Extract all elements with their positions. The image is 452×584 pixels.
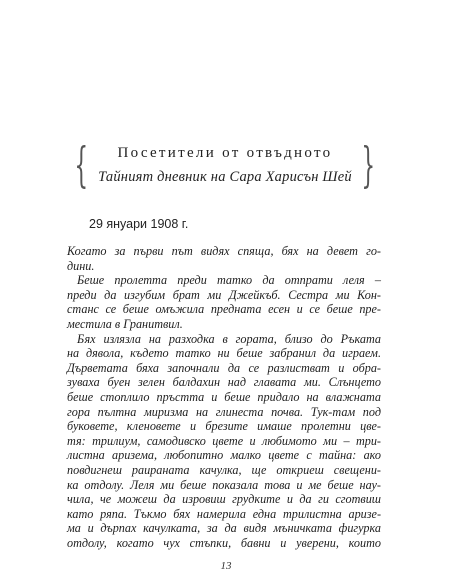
body-line: на дявола, където татко ни беше забранил да играем. [67, 346, 381, 361]
body-line: повдигнеш раираната качулка, ще откриеш свещени- [67, 462, 381, 477]
body-line: Когато за първи път видях спяща, бях на девет го- [67, 244, 381, 258]
body-line: беше стоплило пръстта и беше придало на влажната [67, 389, 381, 404]
chapter-header [72, 137, 378, 195]
body-line: Беше пролетта преди татко да отпрати леля – [77, 273, 381, 288]
chapter-title: Посетители от отвъдното [117, 145, 333, 161]
body-line: дини. [67, 258, 95, 273]
diary-body [67, 244, 381, 550]
body-line: тя: трилиум, самодивско цвете и любимото ми – три- [67, 433, 381, 448]
body-line: зуваха буен зелен балдахин над главата ми. Слънцето [67, 375, 381, 390]
body-line: Дърветата бяха започнали да се разлистват и обра- [67, 360, 381, 375]
entry-date: 29 януари 1908 г. [89, 217, 189, 231]
right-brace-ornament: } [361, 137, 376, 193]
body-line: Бях излязла на разходка в гората, близо до Ръката [77, 331, 381, 346]
body-line: чила, че можеш да изровиш грудките и да ги сготвиш [67, 492, 381, 507]
body-line: местила в Гранитвил. [67, 316, 183, 331]
body-line: преди да изгубим брат ми Джейкъб. Сестра ми Кон- [67, 287, 381, 302]
body-line: станс се беше омъжила предната есен и се беше пре- [67, 302, 381, 317]
left-brace-ornament: { [74, 137, 89, 193]
body-line: буковете, кленовете и брезите имаше пролетни цве- [67, 419, 381, 434]
body-line: гора пълтна миризма на глинеста почва. Тук-там под [67, 404, 381, 419]
page-number: 13 [220, 560, 232, 572]
chapter-subtitle: Тайният дневник на Сара Харисън Шей [98, 169, 352, 185]
body-line: ка отдолу. Леля ми беше показала това и ме беше нау- [67, 477, 381, 492]
body-line: листна аризема, любопитно малко цвете с тайна: ако [67, 448, 381, 463]
body-line: като ряпа. Тъкмо бях намерила една трилистна аризе- [67, 506, 381, 521]
body-line: ма и дърпах качулката, за да видя мъничката фигурка [67, 521, 381, 536]
body-line: отдолу, когато чух стъпки, бавни и уверени, които [67, 535, 381, 550]
